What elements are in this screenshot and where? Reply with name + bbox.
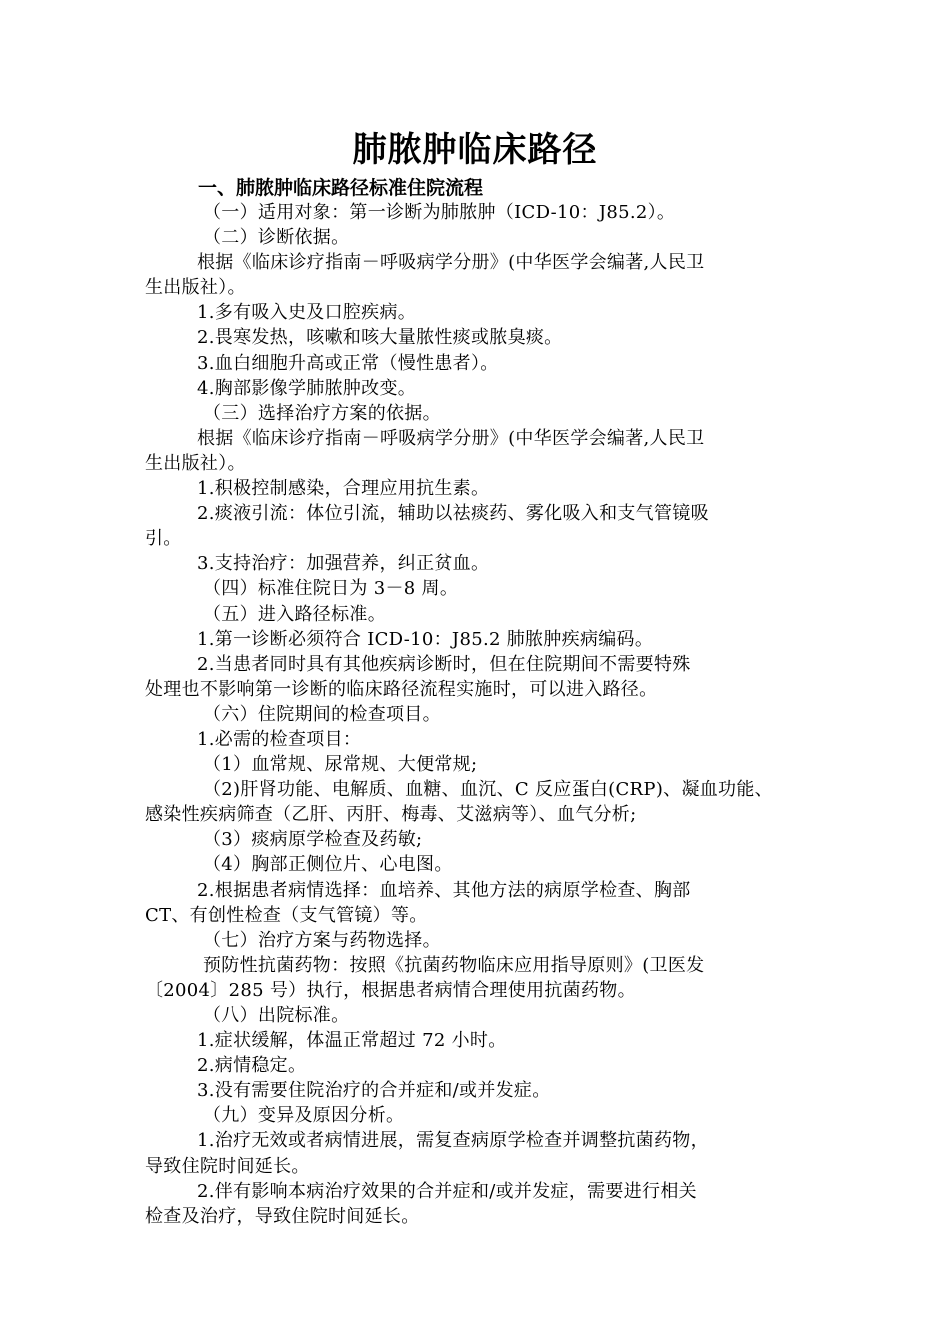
text-line: （四）标准住院日为 3－8 周。 (203, 578, 459, 600)
text-line: 2.根据患者病情选择：血培养、其他方法的病原学检查、胸部 (197, 879, 691, 901)
text-line: 1.多有吸入史及口腔疾病。 (197, 302, 417, 324)
section-heading: 一、肺脓肿临床路径标准住院流程 (198, 177, 484, 199)
text-line: 〔2004〕285 号）执行，根据患者病情合理使用抗菌药物。 (145, 979, 636, 1001)
text-line: 1.积极控制感染，合理应用抗生素。 (197, 478, 490, 500)
text-line: 2.伴有影响本病治疗效果的合并症和/或并发症，需要进行相关 (197, 1180, 697, 1202)
text-line: 1.症状缓解，体温正常超过 72 小时。 (197, 1030, 507, 1052)
text-line: 引。 (145, 528, 182, 550)
text-line: 生出版社）。 (145, 277, 246, 299)
text-line: 3.支持治疗：加强营养，纠正贫血。 (197, 553, 490, 575)
text-line: （4）胸部正侧位片、心电图。 (203, 854, 453, 876)
text-line: （1）血常规、尿常规、大便常规; (203, 754, 478, 776)
text-line: 1.必需的检查项目： (197, 728, 362, 750)
text-line: （八）出院标准。 (203, 1005, 350, 1026)
text-line: 生出版社）。 (145, 452, 246, 474)
text-line: 导致住院时间延长。 (145, 1155, 310, 1177)
text-line: （三）选择治疗方案的依据。 (203, 402, 441, 424)
text-line: 3.血白细胞升高或正常（慢性患者）。 (197, 352, 499, 374)
text-line: 感染性疾病筛查（乙肝、丙肝、梅毒、艾滋病等）、血气分析; (145, 804, 637, 826)
text-line: 2.痰液引流：体位引流，辅助以祛痰药、雾化吸入和支气管镜吸 (197, 503, 709, 525)
text-line: （2)肝肾功能、电解质、血糖、血沉、C 反应蛋白(CRP)、凝血功能、 (203, 779, 773, 801)
text-line: （二）诊断依据。 (203, 227, 350, 249)
text-line: 根据《临床诊疗指南－呼吸病学分册》(中华医学会编著,人民卫 (197, 252, 705, 274)
text-line: 4.胸部影像学肺脓肿改变。 (197, 377, 417, 399)
text-line: （七）治疗方案与药物选择。 (203, 929, 441, 951)
text-line: 3.没有需要住院治疗的合并症和/或并发症。 (197, 1080, 551, 1102)
text-line: 2.当患者同时具有其他疾病诊断时，但在住院期间不需要特殊 (197, 653, 691, 675)
text-line: 根据《临床诊疗指南－呼吸病学分册》(中华医学会编著,人民卫 (197, 427, 705, 449)
text-line: 1.第一诊断必须符合 ICD-10：J85.2 肺脓肿疾病编码。 (197, 628, 654, 650)
document-body (145, 200, 810, 1229)
text-line: 处理也不影响第一诊断的临床路径流程实施时，可以进入路径。 (145, 678, 658, 700)
text-line: 预防性抗菌药物：按照《抗菌药物临床应用指导原则》(卫医发 (203, 954, 705, 976)
text-line: 2.病情稳定。 (197, 1055, 307, 1077)
text-line: 检查及治疗，导致住院时间延长。 (145, 1205, 420, 1227)
text-line: （3）痰病原学检查及药敏; (203, 829, 423, 851)
text-line: （一）适用对象：第一诊断为肺脓肿（ICD-10：J85.2）。 (203, 202, 676, 223)
text-line: 1.治疗无效或者病情进展，需复查病原学检查并调整抗菌药物， (197, 1130, 709, 1152)
text-line: （六）住院期间的检查项目。 (203, 703, 441, 725)
text-line: 2.畏寒发热，咳嗽和咳大量脓性痰或脓臭痰。 (197, 327, 563, 349)
text-line: （五）进入路径标准。 (203, 603, 386, 625)
page-title: 肺脓肿临床路径 (352, 130, 598, 170)
text-line: CT、有创性检查（支气管镜）等。 (145, 904, 428, 926)
text-line: （九）变异及原因分析。 (203, 1105, 405, 1127)
